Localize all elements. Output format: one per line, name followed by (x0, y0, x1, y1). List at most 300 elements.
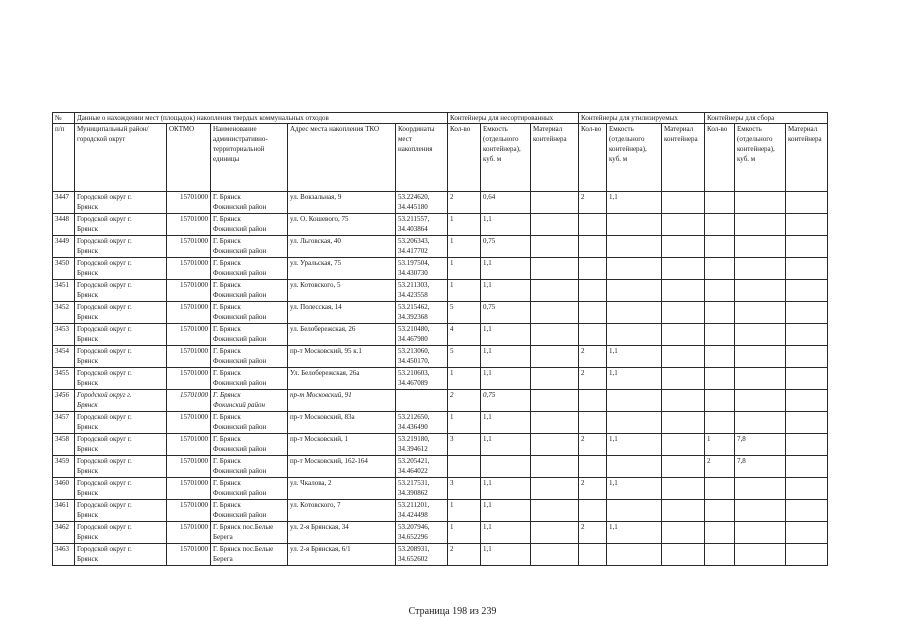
cell-qty-recycle (579, 280, 607, 302)
cell-municipal-line: Брянск (77, 423, 98, 431)
cell-qty-recycle (579, 544, 607, 566)
cell-coordinates (396, 214, 448, 236)
cell-qty-unsorted: 4 (448, 324, 481, 346)
cell-material-collection (786, 544, 828, 566)
cell-admin-unit (211, 280, 288, 302)
cell-admin-unit-line: Г. Брянск (213, 193, 241, 201)
cell-coordinates-line: 53.211201, (398, 501, 430, 509)
cell-coordinates-line: 53.208931, (398, 545, 430, 553)
cell-coordinates-line: 53.210480, (398, 325, 430, 333)
cell-qty-recycle: 2 (579, 192, 607, 214)
col-name: Наименование административно-территориальной единицы (211, 124, 288, 192)
cell-municipal-line: Брянск (77, 269, 98, 277)
cell-admin-unit (211, 192, 288, 214)
cell-coordinates-line: 53.211303, (398, 281, 430, 289)
cell-admin-unit-line: Г. Брянск (213, 303, 241, 311)
cell-coordinates-line: 34.394612 (398, 445, 428, 453)
cell-admin-unit-line: Г. Брянск (213, 369, 241, 377)
row-number: 3460 (53, 478, 75, 500)
cell-admin-unit (211, 324, 288, 346)
cell-municipal (75, 214, 167, 236)
cell-capacity-collection (735, 544, 786, 566)
cell-qty-unsorted: 2 (448, 544, 481, 566)
cell-qty-unsorted: 3 (448, 434, 481, 456)
cell-admin-unit-line: Фокинский район (213, 445, 267, 453)
cell-capacity-recycle (607, 500, 662, 522)
cell-coordinates-line: 53.215462, (398, 303, 430, 311)
cell-qty-collection (705, 346, 735, 368)
cell-capacity-collection (735, 236, 786, 258)
cell-municipal (75, 456, 167, 478)
cell-coordinates-line: 34.450170, (398, 357, 430, 365)
cell-municipal (75, 434, 167, 456)
cell-oktmo: 15701000 (167, 214, 211, 236)
cell-municipal (75, 324, 167, 346)
cell-qty-recycle: 2 (579, 522, 607, 544)
cell-admin-unit-line: Г. Брянск (213, 501, 241, 509)
cell-qty-collection (705, 368, 735, 390)
cell-qty-unsorted: 1 (448, 258, 481, 280)
cell-qty-recycle: 2 (579, 478, 607, 500)
cell-coordinates-line: 53.205421, (398, 457, 430, 465)
cell-capacity-recycle: 1,1 (607, 522, 662, 544)
cell-municipal (75, 478, 167, 500)
cell-capacity-recycle: 1,1 (607, 478, 662, 500)
cell-coordinates (396, 258, 448, 280)
cell-qty-unsorted: 1 (448, 214, 481, 236)
cell-oktmo: 15701000 (167, 500, 211, 522)
col-capacity-unsorted: Емкость (отдельного контейнера), куб. м (481, 124, 531, 192)
cell-material-collection (786, 192, 828, 214)
cell-municipal-line: Брянск (77, 467, 98, 475)
cell-material-unsorted (531, 544, 579, 566)
cell-coordinates (396, 456, 448, 478)
row-number: 3457 (53, 412, 75, 434)
cell-coordinates-line: 53.207946, (398, 523, 430, 531)
col-material-unsorted: Материал контейнера (531, 124, 579, 192)
cell-coordinates-line: 34.445180 (398, 203, 428, 211)
cell-capacity-unsorted: 0,75 (481, 390, 531, 412)
cell-address: пр-т Московский, 1 (288, 434, 396, 456)
cell-material-unsorted (531, 280, 579, 302)
cell-municipal (75, 390, 167, 412)
cell-capacity-unsorted: 1,1 (481, 368, 531, 390)
cell-coordinates-line: 34.467980 (398, 335, 428, 343)
table-row (53, 500, 828, 522)
header-collection-group: Контейнеры для сбора (705, 113, 828, 124)
cell-admin-unit-line: Г. Брянск (213, 479, 241, 487)
cell-capacity-recycle (607, 280, 662, 302)
table-row (53, 390, 828, 412)
cell-capacity-collection (735, 346, 786, 368)
cell-capacity-collection: 7,8 (735, 456, 786, 478)
cell-material-recycle (662, 214, 705, 236)
cell-qty-recycle (579, 236, 607, 258)
cell-coordinates (396, 522, 448, 544)
cell-material-unsorted (531, 412, 579, 434)
cell-municipal-line: Брянск (77, 445, 98, 453)
col-oktmo: ОКТМО (167, 124, 211, 192)
cell-material-collection (786, 368, 828, 390)
cell-capacity-unsorted: 1,1 (481, 412, 531, 434)
cell-municipal-line: Городской округ г. (77, 479, 132, 487)
cell-coordinates-line: 34.464022 (398, 467, 428, 475)
cell-admin-unit-line: Г. Брянск пос.Белые (213, 523, 274, 531)
cell-municipal-line: Городской округ г. (77, 413, 132, 421)
waste-sites-table (52, 112, 828, 566)
cell-municipal-line: Брянск (77, 401, 98, 409)
cell-qty-recycle (579, 500, 607, 522)
cell-admin-unit-line: Фокинский район (213, 489, 267, 497)
cell-municipal-line: Городской округ г. (77, 325, 132, 333)
cell-municipal-line: Городской округ г. (77, 457, 132, 465)
col-capacity-recycle: Емкость (отдельного контейнера), куб. м (607, 124, 662, 192)
cell-qty-unsorted: 2 (448, 192, 481, 214)
cell-admin-unit-line: Г. Брянск пос.Белые (213, 545, 274, 553)
cell-qty-unsorted: 1 (448, 368, 481, 390)
cell-material-collection (786, 390, 828, 412)
page-footer: Страница 198 из 239 (408, 606, 497, 617)
cell-oktmo: 15701000 (167, 324, 211, 346)
cell-municipal-line: Брянск (77, 335, 98, 343)
cell-admin-unit-line: Фокинский район (213, 291, 267, 299)
cell-address: ул. Уральская, 75 (288, 258, 396, 280)
cell-material-recycle (662, 390, 705, 412)
cell-material-unsorted (531, 192, 579, 214)
cell-capacity-recycle (607, 258, 662, 280)
cell-material-unsorted (531, 346, 579, 368)
cell-qty-unsorted: 1 (448, 500, 481, 522)
cell-material-unsorted (531, 500, 579, 522)
cell-coordinates-line: 34.390862 (398, 489, 428, 497)
table-row (53, 456, 828, 478)
cell-admin-unit-line: Г. Брянск (213, 347, 241, 355)
row-number: 3458 (53, 434, 75, 456)
cell-address: ул. 2-я Брянская, 6/1 (288, 544, 396, 566)
cell-capacity-collection (735, 478, 786, 500)
cell-coordinates-line: 53.212650, (398, 413, 430, 421)
row-number: 3447 (53, 192, 75, 214)
cell-coordinates-line: 53.224620, (398, 193, 430, 201)
cell-material-unsorted (531, 214, 579, 236)
col-qty-recycle: Кол-во (579, 124, 607, 192)
cell-municipal (75, 368, 167, 390)
cell-material-collection (786, 258, 828, 280)
cell-municipal (75, 192, 167, 214)
cell-material-unsorted (531, 478, 579, 500)
cell-capacity-recycle: 1,1 (607, 434, 662, 456)
cell-coordinates-line: 53.213060, (398, 347, 430, 355)
cell-material-recycle (662, 302, 705, 324)
cell-municipal-line: Городской округ г. (77, 523, 132, 531)
cell-capacity-collection (735, 390, 786, 412)
cell-oktmo: 15701000 (167, 346, 211, 368)
cell-coordinates-line: 53.206343, (398, 237, 430, 245)
cell-material-collection (786, 500, 828, 522)
table-row (53, 522, 828, 544)
cell-address: пр-т Московский, 95 к.1 (288, 346, 396, 368)
cell-address: Ул. Белобережская, 26а (288, 368, 396, 390)
cell-capacity-unsorted: 1,1 (481, 324, 531, 346)
cell-capacity-recycle (607, 324, 662, 346)
cell-municipal (75, 302, 167, 324)
cell-capacity-unsorted: 1,1 (481, 280, 531, 302)
cell-material-recycle (662, 456, 705, 478)
cell-admin-unit-line: Фокинский район (213, 511, 267, 519)
cell-capacity-unsorted: 1,1 (481, 214, 531, 236)
cell-qty-unsorted: 1 (448, 280, 481, 302)
cell-admin-unit-line: Г. Брянск (213, 325, 241, 333)
cell-coordinates-line: 34.436490 (398, 423, 428, 431)
row-number: 3453 (53, 324, 75, 346)
cell-capacity-unsorted (481, 456, 531, 478)
cell-municipal-line: Городской округ г. (77, 237, 132, 245)
cell-admin-unit (211, 478, 288, 500)
cell-qty-collection (705, 258, 735, 280)
cell-material-collection (786, 302, 828, 324)
header-data-group: Данные о нахождении мест (площадок) накопления твердых коммунальных отходов (75, 113, 448, 124)
row-number: 3455 (53, 368, 75, 390)
cell-capacity-collection (735, 324, 786, 346)
cell-address: ул. 2-я Брянская, 34 (288, 522, 396, 544)
cell-material-unsorted (531, 324, 579, 346)
cell-coordinates-line: 53.217531, (398, 479, 430, 487)
cell-coordinates (396, 500, 448, 522)
cell-address: пр-т Московский, 162-164 (288, 456, 396, 478)
cell-qty-collection: 1 (705, 434, 735, 456)
cell-capacity-recycle: 1,1 (607, 346, 662, 368)
cell-material-unsorted (531, 236, 579, 258)
cell-capacity-unsorted: 1,1 (481, 434, 531, 456)
cell-admin-unit (211, 236, 288, 258)
cell-qty-recycle (579, 456, 607, 478)
cell-material-recycle (662, 544, 705, 566)
cell-address: ул. Котовского, 5 (288, 280, 396, 302)
cell-admin-unit-line: Г. Брянск (213, 435, 241, 443)
col-capacity-collection: Емкость (отдельного контейнера), куб. м (735, 124, 786, 192)
cell-material-recycle (662, 280, 705, 302)
cell-municipal-line: Городской округ г. (77, 501, 132, 509)
cell-qty-collection (705, 302, 735, 324)
header-pp: п/п (53, 124, 75, 192)
cell-address: ул. Белобережская, 26 (288, 324, 396, 346)
cell-qty-recycle (579, 302, 607, 324)
cell-oktmo: 15701000 (167, 390, 211, 412)
table-row (53, 302, 828, 324)
cell-material-recycle (662, 522, 705, 544)
cell-admin-unit-line: Фокинский район (213, 225, 267, 233)
row-number: 3449 (53, 236, 75, 258)
cell-coordinates (396, 412, 448, 434)
cell-material-recycle (662, 478, 705, 500)
col-qty-unsorted: Кол-во (448, 124, 481, 192)
cell-qty-collection (705, 280, 735, 302)
cell-capacity-recycle (607, 214, 662, 236)
cell-coordinates-line: 34.424498 (398, 511, 428, 519)
table-row (53, 258, 828, 280)
cell-qty-recycle (579, 324, 607, 346)
cell-admin-unit (211, 500, 288, 522)
cell-coordinates-line: 53.197504, (398, 259, 430, 267)
cell-municipal-line: Брянск (77, 379, 98, 387)
cell-material-collection (786, 346, 828, 368)
cell-qty-collection (705, 192, 735, 214)
cell-material-collection (786, 412, 828, 434)
header-unsorted-group: Контейнеры для несортированных (448, 113, 579, 124)
cell-admin-unit (211, 412, 288, 434)
cell-coordinates-line: 34.403864 (398, 225, 428, 233)
cell-material-collection (786, 478, 828, 500)
cell-admin-unit-line: Фокинский район (213, 269, 267, 277)
cell-material-collection (786, 236, 828, 258)
cell-capacity-recycle: 1,1 (607, 192, 662, 214)
cell-qty-recycle (579, 214, 607, 236)
table-row (53, 434, 828, 456)
row-number: 3463 (53, 544, 75, 566)
cell-capacity-unsorted: 0,75 (481, 302, 531, 324)
cell-material-collection (786, 456, 828, 478)
cell-material-unsorted (531, 390, 579, 412)
cell-qty-collection (705, 544, 735, 566)
cell-municipal-line: Брянск (77, 291, 98, 299)
cell-qty-recycle (579, 390, 607, 412)
cell-admin-unit-line: Фокинский район (213, 335, 267, 343)
cell-admin-unit-line: Г. Брянск (213, 281, 241, 289)
cell-municipal (75, 522, 167, 544)
cell-admin-unit (211, 390, 288, 412)
cell-material-unsorted (531, 456, 579, 478)
cell-municipal-line: Брянск (77, 555, 98, 563)
cell-coordinates-line: 34.423558 (398, 291, 428, 299)
cell-capacity-recycle (607, 390, 662, 412)
cell-capacity-collection: 7,8 (735, 434, 786, 456)
table-row (53, 214, 828, 236)
cell-capacity-collection (735, 214, 786, 236)
table-row (53, 478, 828, 500)
cell-municipal-line: Брянск (77, 489, 98, 497)
cell-admin-unit (211, 214, 288, 236)
cell-qty-unsorted: 1 (448, 522, 481, 544)
cell-material-recycle (662, 324, 705, 346)
cell-capacity-unsorted: 1,1 (481, 500, 531, 522)
cell-capacity-unsorted: 1,1 (481, 478, 531, 500)
cell-qty-recycle (579, 412, 607, 434)
cell-municipal-line: Брянск (77, 511, 98, 519)
cell-municipal-line: Городской округ г. (77, 215, 132, 223)
cell-admin-unit (211, 302, 288, 324)
cell-material-unsorted (531, 368, 579, 390)
cell-qty-collection (705, 324, 735, 346)
cell-oktmo: 15701000 (167, 368, 211, 390)
cell-coordinates-line: 34.652602 (398, 555, 428, 563)
cell-admin-unit-line: Фокинский район (213, 423, 267, 431)
cell-admin-unit (211, 544, 288, 566)
cell-qty-recycle: 2 (579, 434, 607, 456)
cell-material-collection (786, 522, 828, 544)
cell-material-collection (786, 214, 828, 236)
cell-material-recycle (662, 434, 705, 456)
cell-address: ул. Полесская, 14 (288, 302, 396, 324)
cell-capacity-recycle (607, 544, 662, 566)
cell-oktmo: 15701000 (167, 434, 211, 456)
cell-municipal-line: Городской округ г. (77, 303, 132, 311)
cell-oktmo: 15701000 (167, 236, 211, 258)
cell-material-unsorted (531, 302, 579, 324)
cell-capacity-collection (735, 412, 786, 434)
cell-address: пр-т Московский, 91 (288, 390, 396, 412)
cell-admin-unit-line: Г. Брянск (213, 391, 241, 399)
cell-qty-collection (705, 214, 735, 236)
cell-municipal (75, 500, 167, 522)
table-row (53, 368, 828, 390)
cell-coordinates-line: 53.219180, (398, 435, 430, 443)
cell-admin-unit-line: Фокинский район (213, 247, 267, 255)
cell-oktmo: 15701000 (167, 412, 211, 434)
cell-admin-unit-line: Фокинский район (213, 379, 267, 387)
cell-coordinates (396, 346, 448, 368)
cell-admin-unit-line: Г. Брянск (213, 215, 241, 223)
cell-material-recycle (662, 236, 705, 258)
cell-admin-unit (211, 434, 288, 456)
col-qty-collection: Кол-во (705, 124, 735, 192)
cell-admin-unit-line: Фокинский район (213, 467, 267, 475)
cell-qty-recycle: 2 (579, 368, 607, 390)
cell-admin-unit (211, 456, 288, 478)
cell-municipal-line: Брянск (77, 533, 98, 541)
cell-coordinates-line: 34.467089 (398, 379, 428, 387)
cell-qty-collection (705, 390, 735, 412)
cell-capacity-recycle (607, 456, 662, 478)
cell-municipal-line: Городской округ г. (77, 545, 132, 553)
cell-coordinates (396, 368, 448, 390)
cell-qty-recycle: 2 (579, 346, 607, 368)
cell-admin-unit-line: Берега (213, 555, 233, 563)
cell-admin-unit-line: Г. Брянск (213, 237, 241, 245)
table-row (53, 324, 828, 346)
cell-material-recycle (662, 412, 705, 434)
cell-material-unsorted (531, 258, 579, 280)
row-number: 3459 (53, 456, 75, 478)
cell-admin-unit-line: Фокинский район (213, 313, 267, 321)
cell-admin-unit-line: Г. Брянск (213, 413, 241, 421)
cell-material-collection (786, 434, 828, 456)
cell-municipal-line: Брянск (77, 225, 98, 233)
cell-oktmo: 15701000 (167, 192, 211, 214)
cell-material-collection (786, 324, 828, 346)
cell-coordinates-line: 34.392368 (398, 313, 428, 321)
cell-material-unsorted (531, 434, 579, 456)
table-row (53, 412, 828, 434)
cell-admin-unit-line: Фокинский район (213, 401, 265, 409)
cell-oktmo: 15701000 (167, 456, 211, 478)
cell-qty-unsorted: 1 (448, 412, 481, 434)
cell-qty-collection (705, 500, 735, 522)
row-number: 3451 (53, 280, 75, 302)
cell-coordinates-line: 34.430730 (398, 269, 428, 277)
cell-capacity-collection (735, 280, 786, 302)
cell-oktmo: 15701000 (167, 302, 211, 324)
cell-municipal-line: Городской округ г. (77, 391, 132, 399)
cell-capacity-collection (735, 258, 786, 280)
cell-capacity-unsorted: 1,1 (481, 522, 531, 544)
cell-qty-unsorted: 3 (448, 478, 481, 500)
cell-address: ул. Вокзальная, 9 (288, 192, 396, 214)
cell-qty-collection (705, 478, 735, 500)
row-number: 3462 (53, 522, 75, 544)
cell-oktmo: 15701000 (167, 522, 211, 544)
table-row (53, 280, 828, 302)
cell-municipal-line: Брянск (77, 203, 98, 211)
